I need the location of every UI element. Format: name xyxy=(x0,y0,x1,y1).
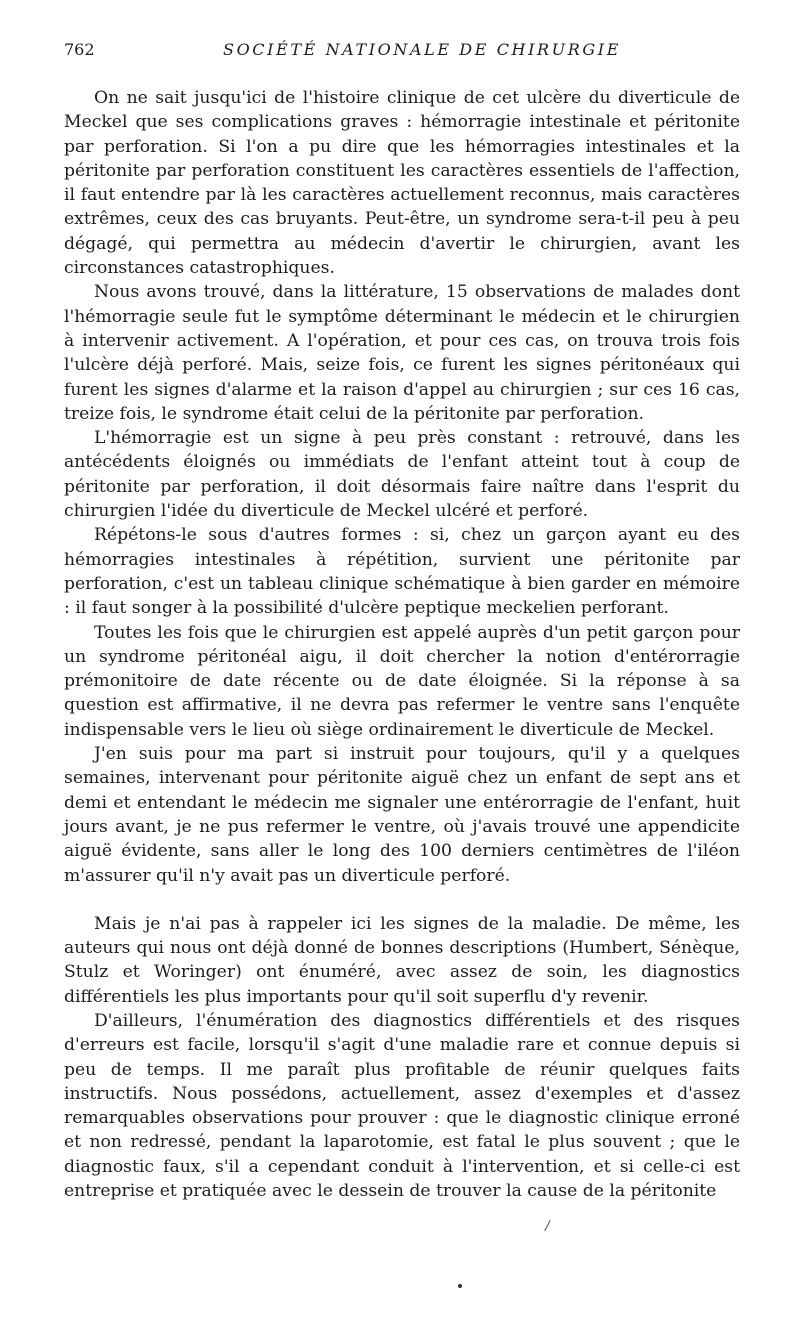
page-header xyxy=(64,40,740,66)
paragraph: Toutes les fois que le chirurgien est appelé auprès d'un petit garçon pour un syndrome péritonéal aigu, il doit chercher la notion d'entérorragie prémonitoire de date récente ou de date éloignée. Si la réponse à sa question est affirmative, il ne devra pas refermer le ventre sans l'enquête indispensable vers le lieu où siège ordinairement le diverticule de Meckel. xyxy=(64,622,740,740)
paragraph: D'ailleurs, l'énumération des diagnostics différentiels et des risques d'erreurs est facile, lorsqu'il s'agit d'une maladie rare et connue depuis si peu de temps. Il me paraît plus profitable de réunir quelques faits instructifs. Nous possédons, actuellement, assez d'exemples et d'assez remarquables observations pour prouver : que le diagnostic clinique erroné et non redressé, pendant la laparotomie, est fatal le plus souvent ; que le diagnostic faux, s'il a cependant conduit à l'intervention, et si celle-ci est entreprise et pratiquée avec le dessein de trouver la cause de la péritonite xyxy=(64,1010,740,1202)
pencil-mark: / xyxy=(543,1217,552,1235)
section-gap xyxy=(64,888,740,912)
body-text xyxy=(64,86,740,1203)
paragraph: J'en suis pour ma part si instruit pour toujours, qu'il y a quelques semaines, intervenant pour péritonite aiguë chez un enfant de sept ans et demi et entendant le médecin me signaler une entérorragie de l'enfant, huit jours avant, je ne pus refermer le ventre, où j'avais trouvé une appendicite aiguë évidente, sans aller le long des 100 derniers centimètres de l'iléon m'assurer qu'il n'y avait pas un diverticule perforé. xyxy=(64,744,740,886)
paragraph: Nous avons trouvé, dans la littérature, 15 observations de malades dont l'hémorragie seule fut le symptôme déterminant le médecin et le chirurgien à intervenir activement. A l'opération, et pour ces cas, on trouva trois fois l'ulcère déjà perforé. Mais, seize fois, ce furent les signes péritonéaux qui furent les signes d'alarme et la raison d'appel au chirurgien ; sur ces 16 cas, treize fois, le syndrome était celui de la péritonite par perforation. xyxy=(64,282,740,424)
ink-speck xyxy=(458,1284,462,1288)
page-number: 762 xyxy=(64,40,95,59)
paragraph: Répétons-le sous d'autres formes : si, chez un garçon ayant eu des hémorragies intestinales à répétition, survient une péritonite par perforation, c'est un tableau clinique schématique à bien garder en mémoire : il faut songer à la possibilité d'ulcère peptique meckelien perforant. xyxy=(64,525,740,619)
paragraph: On ne sait jusqu'ici de l'histoire clinique de cet ulcère du diverticule de Meckel que ses complications graves : hémorragie intestinale et péritonite par perforation. Si l'on a pu dire que les hémorragies intestinales et la péritonite par perforation constituent les caractères essentiels de l'affection, il faut entendre par là les caractères actuellement reconnus, mais caractères extrêmes, ceux des cas bruyants. Peut-être, un syndrome sera-t-il peu à peu dégagé, qui permettra au médecin d'avertir le chirurgien, avant les circonstances catastrophiques. xyxy=(64,88,740,279)
paragraph: L'hémorragie est un signe à peu près constant : retrouvé, dans les antécédents éloignés ou immédiats de l'enfant atteint tout à coup de péritonite par perforation, il doit désormais faire naître dans l'esprit du chirurgien l'idée du diverticule de Meckel ulcéré et perforé. xyxy=(64,428,740,522)
paragraph: Mais je n'ai pas à rappeler ici les signes de la maladie. De même, les auteurs qui nous ont déjà donné de bonnes descriptions (Humbert, Sénèque, Stulz et Woringer) ont énuméré, avec assez de soin, les diagnostics différentiels les plus importants pour qu'il soit superflu d'y revenir. xyxy=(64,913,740,1007)
page xyxy=(64,40,740,1203)
running-head: SOCIÉTÉ NATIONALE DE CHIRURGIE xyxy=(223,40,621,59)
